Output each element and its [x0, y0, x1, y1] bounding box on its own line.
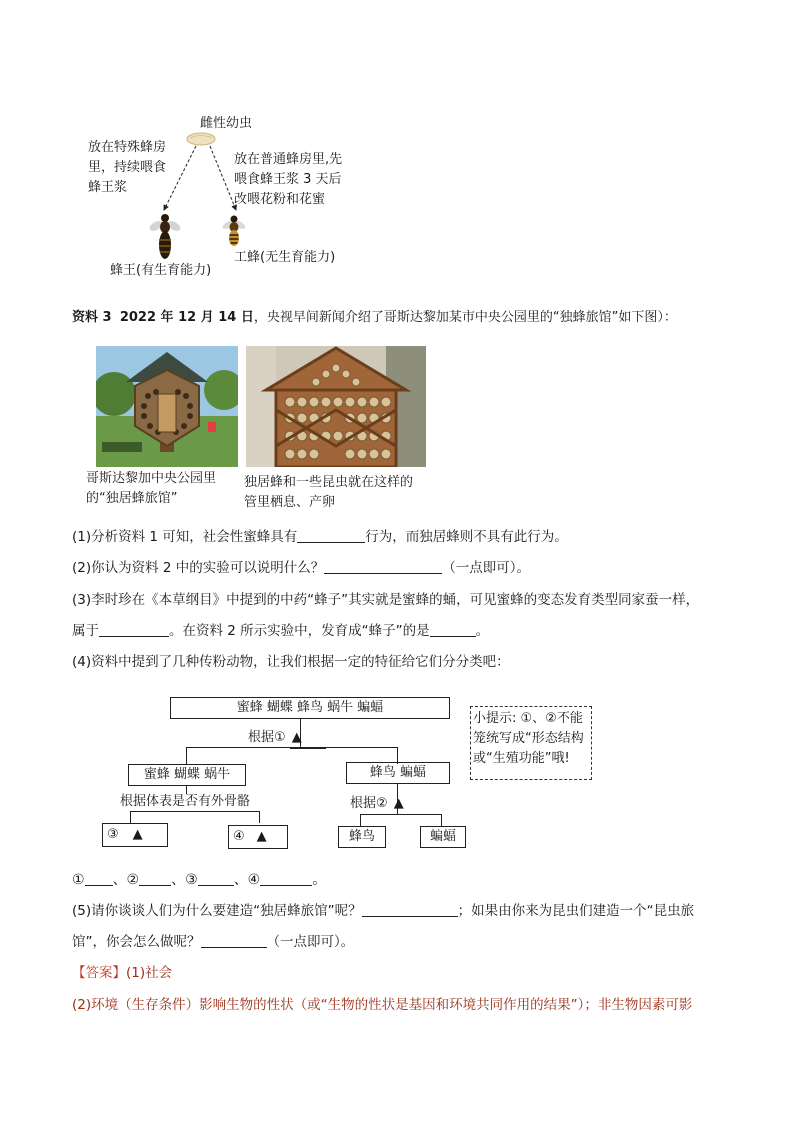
- leaf-3-box[interactable]: ③ ▲: [102, 823, 168, 847]
- answer-1: 【答案】(1)社会: [72, 965, 173, 981]
- worker-bee-icon: [221, 214, 247, 248]
- arrow-to-queen: [164, 146, 196, 210]
- photo2-caption: 独居蜂和一些昆虫就在这样的 管里栖息、产卵: [244, 475, 414, 510]
- right-group-box: 蜂鸟 蝙蝠: [346, 762, 450, 784]
- basis-2-blank[interactable]: ▲: [392, 794, 428, 815]
- photo1-caption: 哥斯达黎加中央公园里 的“独居蜂旅馆”: [86, 471, 217, 506]
- basis-2-label: 根据② ▲: [350, 794, 428, 815]
- q2-blank[interactable]: [324, 559, 442, 574]
- material3-line: 资料 3 2022 年 12 月 14 日，央视早间新闻介绍了哥斯达黎加某市中央公园里的“独蜂旅馆”如下图）：: [72, 310, 677, 325]
- q3-blank-2[interactable]: [430, 622, 476, 637]
- question-5-line2: 馆”，你会怎么做呢？ （一点即可）。: [72, 934, 355, 950]
- queen-label: 蜂王(有生育能力): [110, 263, 212, 278]
- classify-top-box: 蜜蜂 蝴蝶 蜂鸟 蜗牛 蝙蝠: [170, 697, 450, 719]
- connector: [130, 811, 131, 823]
- leaf-4-box[interactable]: ④ ▲: [228, 825, 288, 849]
- connector: [259, 811, 260, 823]
- answer-2: (2)环境（生存条件）影响生物的性状（或“生物的性状是基因和环境共同作用的结果”）；非生物因素可影: [72, 997, 693, 1013]
- question-2: (2)你认为资料 2 中的实验可以说明什么？ （一点即可）。: [72, 560, 531, 576]
- arrow-to-worker: [210, 146, 236, 210]
- connector: [360, 814, 442, 815]
- question-3-line1: (3)李时珍在《本草纲目》中提到的中药“蜂子”其实就是蜜蜂的蛹，可见蜜蜂的变态发育类型同家蚕一样，: [72, 592, 700, 608]
- basis-1-label: 根据① ▲: [248, 728, 326, 749]
- fill-blank-3[interactable]: [198, 871, 234, 886]
- right-path-text: 放在普通蜂房里,先 喂食蜂王浆 3 天后 改喂花粉和花蜜: [234, 152, 343, 207]
- fill-blank-1[interactable]: [85, 871, 113, 886]
- q3-blank-1[interactable]: [99, 622, 169, 637]
- left-group-box: 蜜蜂 蝴蝶 蜗牛: [128, 764, 246, 786]
- q1-blank[interactable]: [297, 528, 365, 543]
- question-5-line1: (5)请你谈谈人们为什么要建造“独居蜂旅馆”呢？ ；如果由你来为昆虫们建造一个“昆虫旅: [72, 903, 695, 919]
- hint-box: 小提示: ①、②不能 笼统写成“形态结构 或“生殖功能”哦!: [470, 706, 592, 780]
- question-3-line2: 属于 。在资料 2 所示实验中，发育成“蜂子”的是 。: [72, 623, 490, 639]
- question-1: (1)分析资料 1 可知，社会性蜜蜂具有 行为，而独居蜂则不具有此行为。: [72, 529, 568, 545]
- leaf-bat-box: 蝙蝠: [420, 826, 466, 848]
- fill-blank-4[interactable]: [260, 871, 312, 886]
- connector: [186, 747, 398, 748]
- connector: [441, 814, 442, 826]
- connector: [186, 747, 187, 764]
- basis-1-blank[interactable]: ▲: [290, 728, 326, 749]
- q5-blank-2[interactable]: [201, 933, 267, 948]
- worker-label: 工蜂(无生育能力): [234, 250, 336, 265]
- left-path-text: 放在特殊蜂房 里，持续喂食 蜂王浆: [88, 140, 167, 195]
- answer-fill-line: ① 、② 、③ 、④ 。: [72, 872, 327, 888]
- fill-blank-2[interactable]: [139, 871, 171, 886]
- connector: [360, 814, 361, 826]
- diagram-arrows: [150, 140, 260, 220]
- q5-blank-1[interactable]: [362, 902, 458, 917]
- bee-hotel-photo-2: [246, 346, 426, 467]
- leaf-hummingbird-box: 蜂鸟: [338, 826, 386, 848]
- connector: [130, 811, 260, 812]
- queen-bee-icon: [148, 210, 182, 262]
- basis-skeleton-label: 根据体表是否有外骨骼: [120, 794, 251, 809]
- bee-hotel-photo-1: [96, 346, 238, 467]
- question-4: (4)资料中提到了几种传粉动物，让我们根据一定的特征给它们分分类吧：: [72, 654, 510, 670]
- larva-label: 雌性幼虫: [200, 116, 253, 131]
